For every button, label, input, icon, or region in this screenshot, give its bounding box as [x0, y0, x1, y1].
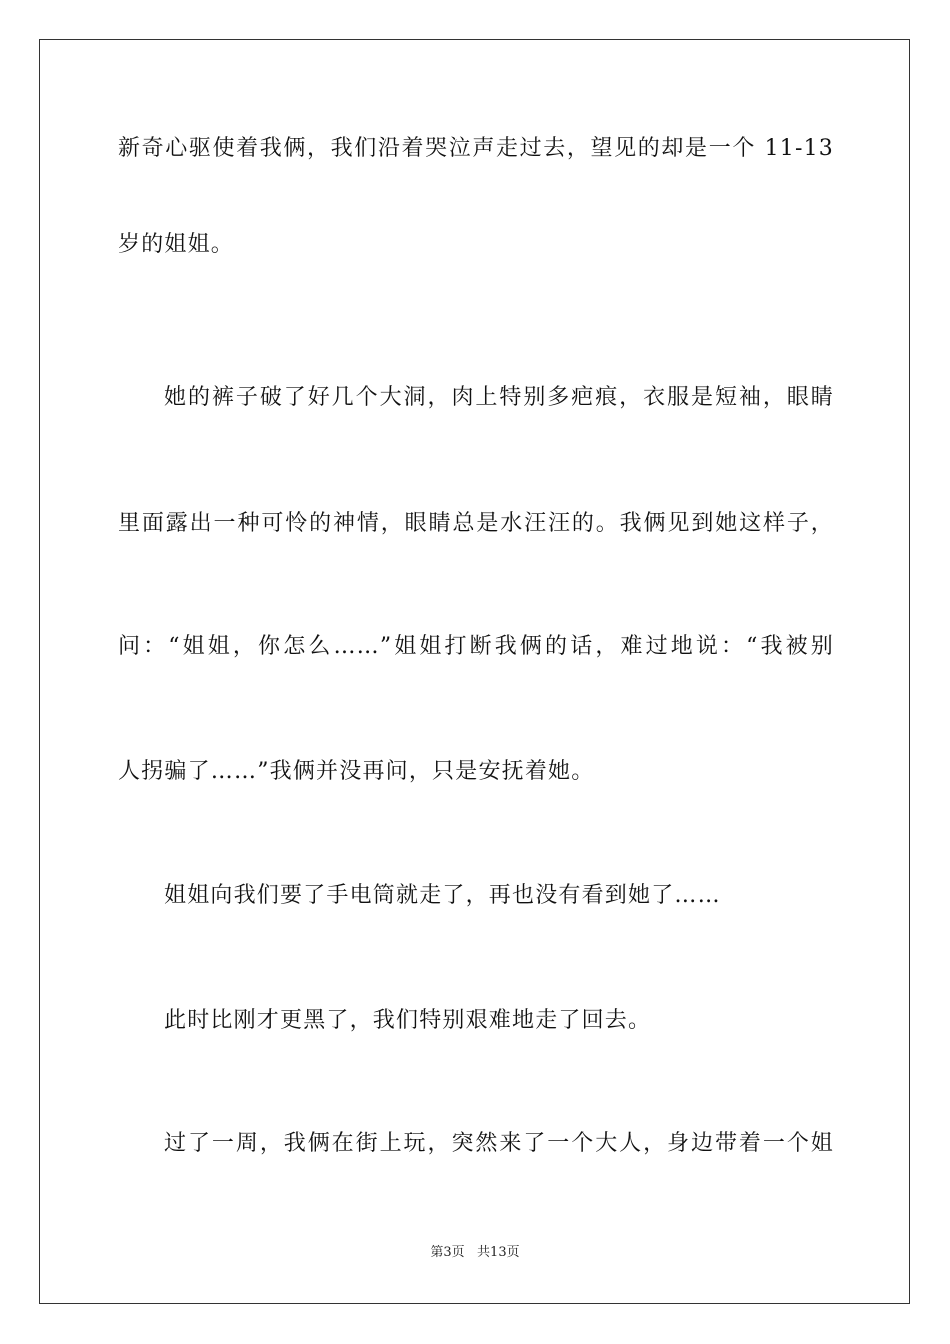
text-line-1: 新奇心驱使着我俩，我们沿着哭泣声走过去，望见的却是一个 11-13 [118, 136, 834, 161]
text-line-7: 姐姐向我们要了手电筒就走了，再也没有看到她了…… [164, 883, 721, 908]
text-line-9: 过了一周，我俩在街上玩，突然来了一个大人，身边带着一个姐 [164, 1131, 834, 1156]
text-line-5: 问：“姐姐，你怎么……”姐姐打断我俩的话，难过地说：“我被别 [118, 634, 834, 659]
text-line-3: 她的裤子破了好几个大洞，肉上特别多疤痕，衣服是短袖，眼睛 [164, 385, 834, 410]
page-number-footer: 第3页 共13页 [430, 1245, 520, 1260]
page-frame [39, 39, 910, 1304]
text-line-4: 里面露出一种可怜的神情，眼睛总是水汪汪的。我俩见到她这样子， [118, 511, 834, 536]
text-line-6: 人拐骗了……”我俩并没再问，只是安抚着她。 [118, 759, 595, 784]
text-line-8: 此时比刚才更黑了，我们特别艰难地走了回去。 [164, 1008, 652, 1033]
text-line-2: 岁的姐姐。 [118, 232, 235, 257]
